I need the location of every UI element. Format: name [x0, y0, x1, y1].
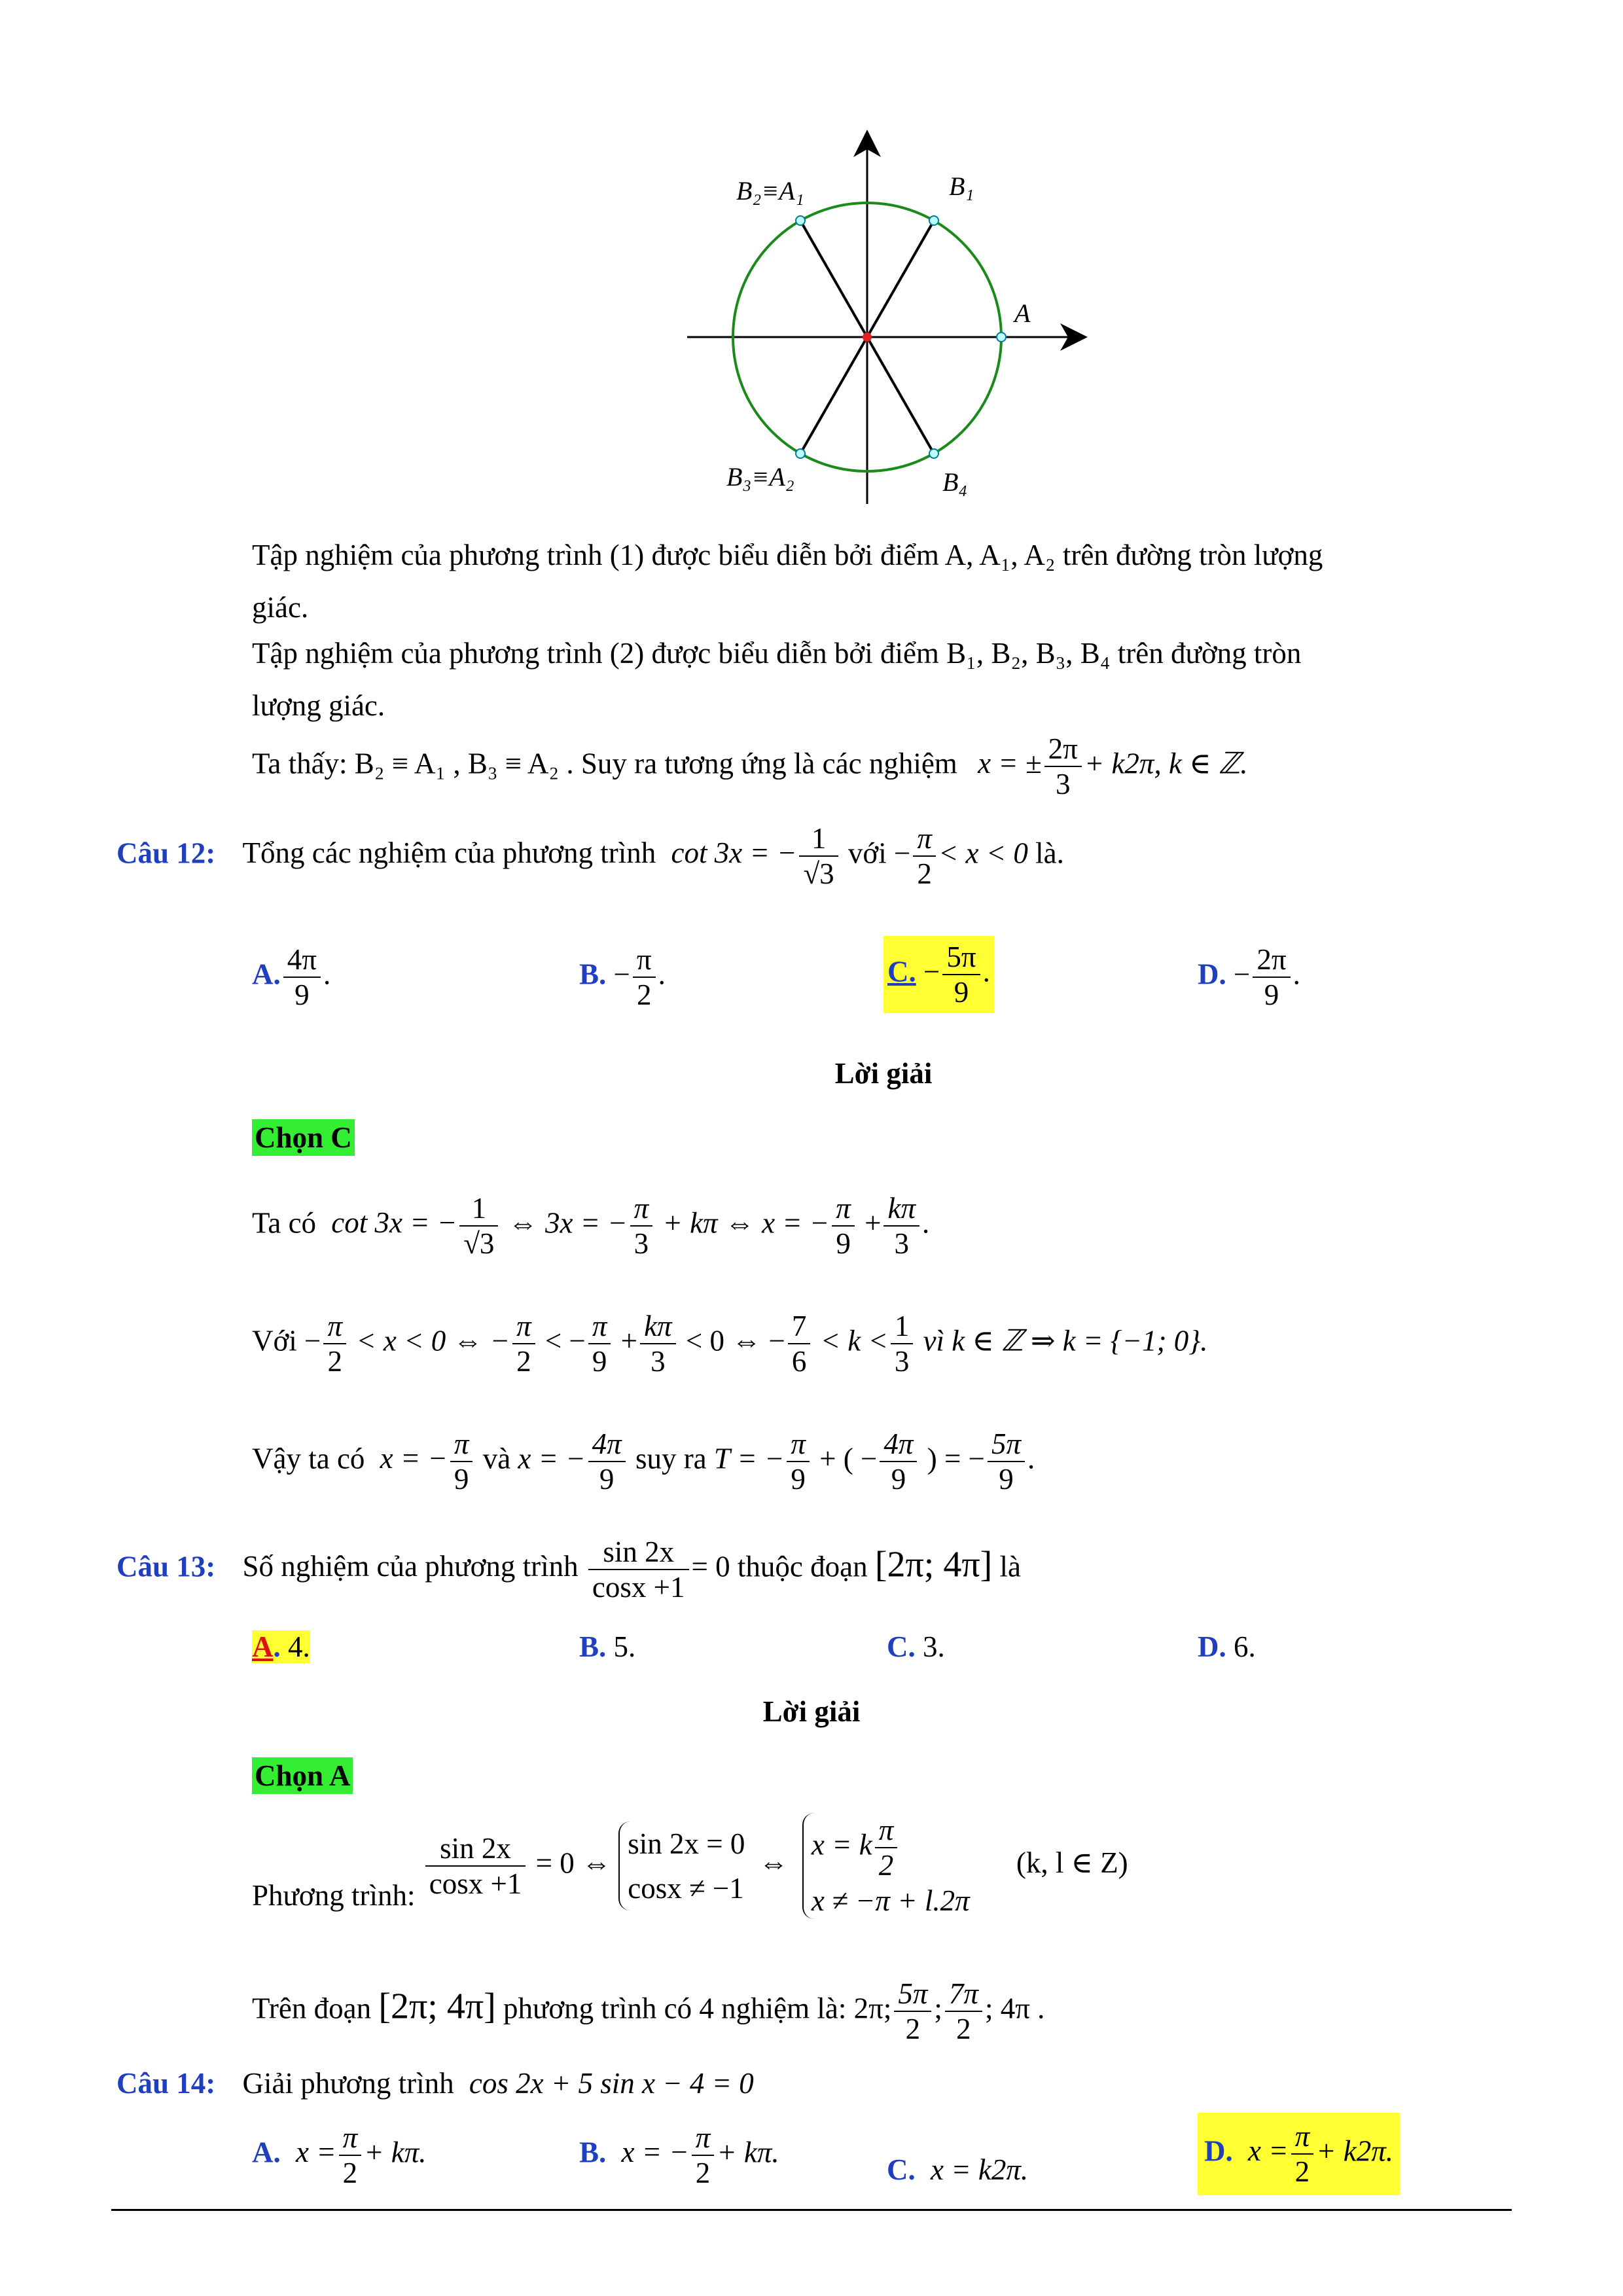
q14-option-b[interactable]: B. x = − $\frac{\pi}{2}$ + kπ.	[579, 2121, 779, 2189]
q14-stem: Câu 14: Giải phương trình cos 2x + 5 sin x − 4 = 0	[116, 2067, 754, 2100]
q13-solution-title: Lời giải	[762, 1695, 861, 1728]
point-b4	[929, 449, 938, 458]
q13-choice: Chọn A	[252, 1757, 353, 1794]
prev-line2b: lượng giác.	[252, 689, 385, 722]
q14-option-a[interactable]: A. x = $\frac{\pi}{2}$ + kπ.	[252, 2121, 427, 2189]
point-b2-a1	[796, 216, 805, 225]
footer-divider	[111, 2209, 1512, 2211]
q13-option-a-correct[interactable]: A. 4.	[252, 1630, 310, 1663]
q12-stem: Câu 12: Tổng các nghiệm của phương trình cot 3x = − $\frac{1}{√3}$ với − $\frac{\pi}{2}$ < x < 0 là.	[116, 822, 1064, 890]
prev-line2a: Tập nghiệm của phương trình (2) được biểu diễn bởi điểm B₁, B₂, B₃, B₄ trên đường tròn	[252, 637, 1302, 670]
q12-solution-title: Lời giải	[834, 1057, 933, 1090]
q12-label: Câu 12:	[116, 836, 216, 870]
point-b3-a2	[796, 449, 805, 458]
q14-option-c[interactable]: C. x = k2π.	[887, 2153, 1029, 2186]
q13-option-d[interactable]: D. 6.	[1198, 1630, 1256, 1663]
q12-option-c-correct[interactable]: C. − $\frac{5\pi}{9}$ .	[883, 936, 994, 1013]
label-b3-a2: B₃≡A₂	[726, 462, 794, 492]
point-b1	[929, 216, 938, 225]
label-b1: B₁	[949, 171, 974, 201]
q13-label: Câu 13:	[116, 1550, 216, 1583]
q13-option-c[interactable]: C. 3.	[887, 1630, 945, 1663]
q12-sol-line2: Với − $\frac{\pi}{2}$ < x < 0 ⇔ − $\frac{\pi}{2}$ < − $\frac{\pi}{9}$ + $\frac{k\pi}{3}$ < 0 ⇔ − $\frac{7}{6}$ < k < $\frac{1}{3}$ vì k ∈ ℤ ⇒ k = {−1; 0}.	[252, 1310, 1208, 1378]
prev-line1b: giác.	[252, 591, 309, 624]
label-b4: B₄	[942, 467, 968, 497]
q13-option-b[interactable]: B. 5.	[579, 1630, 636, 1663]
q14-option-d-correct[interactable]: D. x = $\frac{\pi}{2}$ + k2π.	[1198, 2113, 1400, 2195]
prev-line1a: Tập nghiệm của phương trình (1) được biểu diễn bởi điểm A, A₁, A₂ trên đường tròn lượng	[252, 539, 1323, 571]
q12-option-a[interactable]: A. $\frac{4\pi}{9}$ .	[252, 943, 331, 1011]
q12-choice: Chọn C	[252, 1119, 355, 1156]
q12-sol-line3: Vậy ta có x = − $\frac{\pi}{9}$ và x = − $\frac{4\pi}{9}$ suy ra T = − $\frac{\pi}{9}$ + ( − $\frac{4\pi}{9}$ ) = − $\frac{5\pi}{9}$ .	[252, 1427, 1035, 1496]
prev-line3: Ta thấy: B₂ ≡ A₁ , B₃ ≡ A₂ . Suy ra tương ứng là các nghiệm x = ± $\frac{2\pi}{3}$ + k2π, k ∈ ℤ.	[252, 732, 1248, 800]
q12-option-d[interactable]: D. − $\frac{2\pi}{9}$ .	[1198, 943, 1300, 1011]
label-b2-a1: B₂≡A₁	[736, 176, 804, 206]
q14-label: Câu 14:	[116, 2067, 216, 2100]
q13-sol-line2: Trên đoạn [2π; 4π] phương trình có 4 nghiệm là: 2π; $\frac{5\pi}{2}$ ; $\frac{7\pi}{2}$ ; 4π .	[252, 1977, 1045, 2045]
unit-circle-diagram	[668, 118, 1113, 511]
center-point	[863, 332, 872, 342]
q12-option-b[interactable]: B. − $\frac{\pi}{2}$ .	[579, 943, 666, 1011]
point-a	[997, 332, 1006, 342]
label-a: A	[1014, 298, 1031, 328]
q12-sol-line1: Ta có cot 3x = − $\frac{1}{√3}$ ⇔ 3x = − $\frac{\pi}{3}$ + kπ ⇔ x = − $\frac{\pi}{9}$ + $\frac{k\pi}{3}$ .	[252, 1192, 930, 1260]
q13-sol-line1: Phương trình: $\frac{\sin 2x}{\cos x +1}$ = 0 ⇔ sin 2x = 0 cosx ≠ −1 ⇔ x = k $\frac{\pi}{2}$ x ≠ −π + l.2π (k, l ∈ Z)	[252, 1813, 1128, 1944]
q13-stem: Câu 13: Số nghiệm của phương trình $\frac{\sin 2x}{\cos x +1}$ = 0 thuộc đoạn [2π; 4π] là	[116, 1535, 1021, 1604]
